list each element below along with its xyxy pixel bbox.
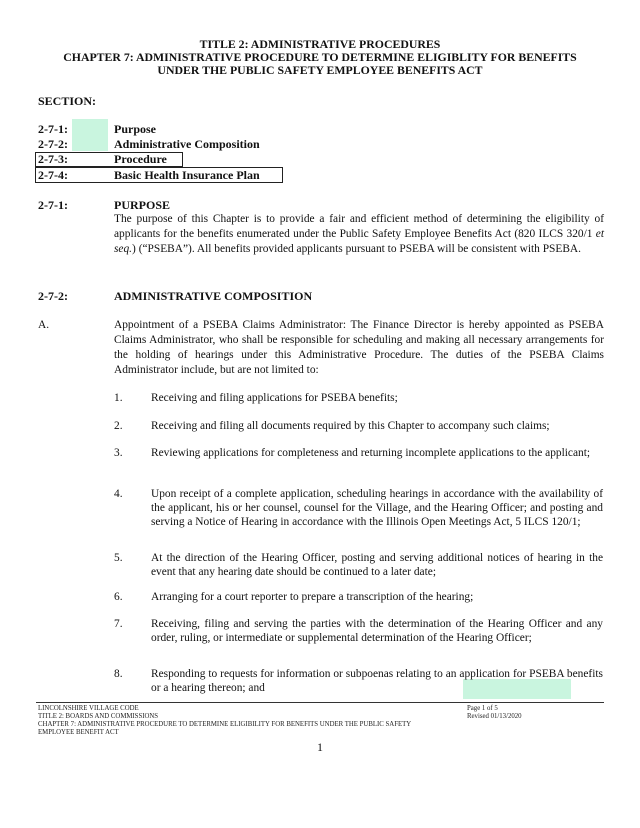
purpose-paragraph bbox=[114, 212, 604, 257]
toc-link-purpose[interactable]: Purpose bbox=[114, 122, 156, 136]
list-item: Receiving and filing all documents required by this Chapter to accompany such claims; bbox=[151, 420, 550, 432]
list-item-num: 6. bbox=[114, 591, 123, 603]
highlight-mark bbox=[72, 119, 108, 135]
footer-chapter: CHAPTER 7: ADMINISTRATIVE PROCEDURE TO DETERMINE ELIGIBILITY FOR BENEFITS UNDER THE PUBLIC SAFETY bbox=[38, 721, 412, 728]
admin-heading: ADMINISTRATIVE COMPOSITION bbox=[114, 289, 313, 303]
list-item-num: 5. bbox=[114, 552, 123, 564]
list-item: At the direction of the Hearing Officer, posting and serving additional notices of hearing in the event that any hearing date should be continued to a later date; bbox=[151, 552, 603, 578]
footer-chapter-cont: EMPLOYEE BENEFIT ACT bbox=[38, 729, 119, 736]
list-item: Receiving and filing applications for PSEBA benefits; bbox=[151, 392, 398, 404]
purpose-italic: et seq. bbox=[114, 228, 604, 255]
footer-page-count: Page 1 of 5 bbox=[467, 705, 498, 712]
toc-num-2: 2-7-2: bbox=[38, 137, 68, 151]
toc-link-health-plan[interactable]: Basic Health Insurance Plan bbox=[114, 168, 260, 182]
list-item: Responding to requests for information or subpoenas relating to an application for PSEBA benefits or a hearing thereon; and bbox=[151, 668, 603, 694]
list-item-num: 7. bbox=[114, 618, 123, 630]
footer-revised-date: Revised 01/13/2020 bbox=[467, 713, 522, 720]
purpose-text-end: ) (“PSEBA”). All benefits provided applicants pursuant to PSEBA will be consistent with PSEBA. bbox=[132, 243, 581, 255]
list-item: Upon receipt of a complete application, scheduling hearings in accordance with the availability of the applicant, his or her counsel, counsel for the Village, and the Hearing Officer; and posting and serving a Notice of Hearing in accordance with the Illinois Open Meetings Act, 5 ILCS 120/1; bbox=[151, 488, 603, 528]
toc-num-4: 2-7-4: bbox=[38, 168, 68, 182]
purpose-heading: PURPOSE bbox=[114, 198, 171, 212]
subsection-paragraph: Appointment of a PSEBA Claims Administrator: The Finance Director is hereby appointed as PSEBA Claims Administrator, who shall be responsible for scheduling and making all necessary arrangements for the holding of hearings under this Administrative Procedure. The duties of the PSEBA Claims Administrator include, but are not limited to: bbox=[114, 319, 604, 376]
list-item: Arranging for a court reporter to prepare a transcription of the hearing; bbox=[151, 591, 474, 603]
list-item-num: 8. bbox=[114, 668, 123, 680]
purpose-text: The purpose of this Chapter is to provide a fair and efficient method of determining the eligibility of applicants for the benefits enumerated under the Public Safety Employee Benefits Act (820 ILCS 320/1 bbox=[114, 213, 604, 240]
toc-num-1: 2-7-1: bbox=[38, 122, 68, 136]
list-item: Reviewing applications for completeness and returning incomplete applications to the applicant; bbox=[151, 447, 591, 459]
purpose-section-num: 2-7-1: bbox=[38, 198, 68, 212]
footer-code-name: LINCOLNSHIRE VILLAGE CODE bbox=[38, 705, 139, 712]
toc-link-procedure[interactable]: Procedure bbox=[114, 152, 167, 166]
list-item-num: 1. bbox=[114, 392, 123, 404]
chapter-heading-cont: UNDER THE PUBLIC SAFETY EMPLOYEE BENEFITS ACT bbox=[157, 63, 483, 77]
footer-divider bbox=[36, 702, 604, 703]
toc-link-administrative-composition[interactable]: Administrative Composition bbox=[114, 137, 260, 151]
admin-section-num: 2-7-2: bbox=[38, 289, 68, 303]
subsection-label: A. bbox=[38, 319, 50, 331]
list-item-num: 4. bbox=[114, 488, 123, 500]
title-heading: TITLE 2: ADMINISTRATIVE PROCEDURES bbox=[199, 37, 441, 51]
section-label: SECTION: bbox=[38, 94, 97, 108]
highlight-mark bbox=[72, 135, 108, 151]
footer-title: TITLE 2: BOARDS AND COMMISSIONS bbox=[38, 713, 159, 720]
list-item-num: 2. bbox=[114, 420, 123, 432]
toc-num-3: 2-7-3: bbox=[38, 152, 68, 166]
list-item-num: 3. bbox=[114, 447, 123, 459]
list-item: Receiving, filing and serving the parties with the determination of the Hearing Officer and any order, ruling, or intermediate or supplemental determination of the Hearing Officer; bbox=[151, 618, 603, 644]
chapter-heading: CHAPTER 7: ADMINISTRATIVE PROCEDURE TO DETERMINE ELIGIBLITY FOR BENEFITS bbox=[63, 50, 577, 64]
page-number: 1 bbox=[317, 740, 323, 754]
